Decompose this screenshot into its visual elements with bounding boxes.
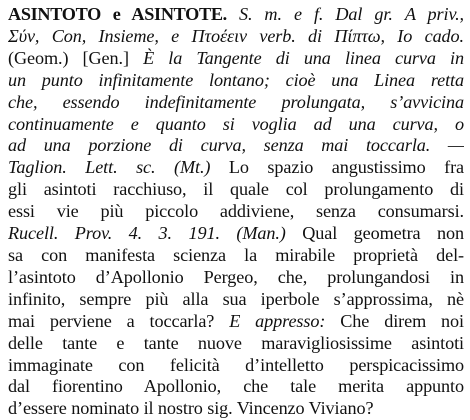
entry-text: È la Tangente di una linea curva in <box>143 47 464 68</box>
entry-text: continuamente e quanto si voglia ad una curva, o <box>8 113 464 134</box>
entry-line <box>8 201 464 223</box>
entry-text: l’asintoto d’Apollonio Pergeo, che, prolungandosi in <box>8 266 464 287</box>
entry-body <box>8 4 464 420</box>
entry-text: un punto infinitamente lontano; cioè una Linea retta <box>8 69 464 90</box>
entry-line <box>8 70 464 92</box>
entry-text: Qual geometra non <box>285 223 464 244</box>
entry-text: ad una porzione di curva, senza mai toccarla. — <box>8 135 464 156</box>
entry-text: (Geom.) [Gen.] <box>8 47 144 68</box>
entry-text: infinito, sempre più alla sua iperbole s’approssima, nè <box>8 288 464 309</box>
entry-line <box>8 376 464 398</box>
entry-line <box>8 92 464 114</box>
entry-text: Σύν, Con, Insieme, e Πτοέειν verb. di Πίπτω, Io cado. <box>8 25 464 46</box>
entry-text: che, essendo indefinitamente prolungata, s’avvicina <box>8 91 464 112</box>
entry-line <box>8 333 464 355</box>
entry-text: mai perviene a toccarla? <box>8 310 230 331</box>
entry-text: S. m. e f. Dal gr. Α priv., <box>226 4 464 24</box>
entry-line <box>8 135 464 157</box>
entry-line <box>8 267 464 289</box>
entry-text: Taglion. Lett. sc. (Mt.) <box>8 157 211 178</box>
entry-text: Che direm noi <box>325 310 464 331</box>
entry-text: immaginate con felicità d’intelletto perspicacissimo <box>8 354 464 375</box>
entry-line <box>8 311 464 333</box>
entry-line <box>8 289 464 311</box>
headword: ASINTOTO e ASINTOTE. <box>8 4 227 24</box>
entry-line <box>8 398 464 420</box>
entry-text: sa con manifesta scienza la mirabile proprietà del- <box>8 244 464 265</box>
entry-text: d’essere nominato il nostro sig. Vincenzo Viviano? <box>8 398 374 419</box>
entry-text: gli asintoti racchiuso, il quale col prolungamento di <box>8 179 464 200</box>
entry-line <box>8 179 464 201</box>
entry-line <box>8 4 464 26</box>
entry-text: E appresso: <box>229 310 326 331</box>
entry-text: Rucell. Prov. 4. 3. 191. (Man.) <box>8 223 286 244</box>
entry-text: essi vie più piccolo addiviene, senza consumarsi. <box>8 201 464 222</box>
entry-text: Lo spazio angustissimo fra <box>210 157 464 178</box>
entry-text: dal fiorentino Apollonio, che tale merita appunto <box>8 376 464 397</box>
entry-line <box>8 245 464 267</box>
entry-line <box>8 157 464 179</box>
entry-line <box>8 355 464 377</box>
entry-text: delle tante e tante nuove maravigliosissime asintoti <box>8 332 464 353</box>
entry-line <box>8 223 464 245</box>
entry-line <box>8 48 464 70</box>
entry-line <box>8 114 464 136</box>
entry-line <box>8 26 464 48</box>
